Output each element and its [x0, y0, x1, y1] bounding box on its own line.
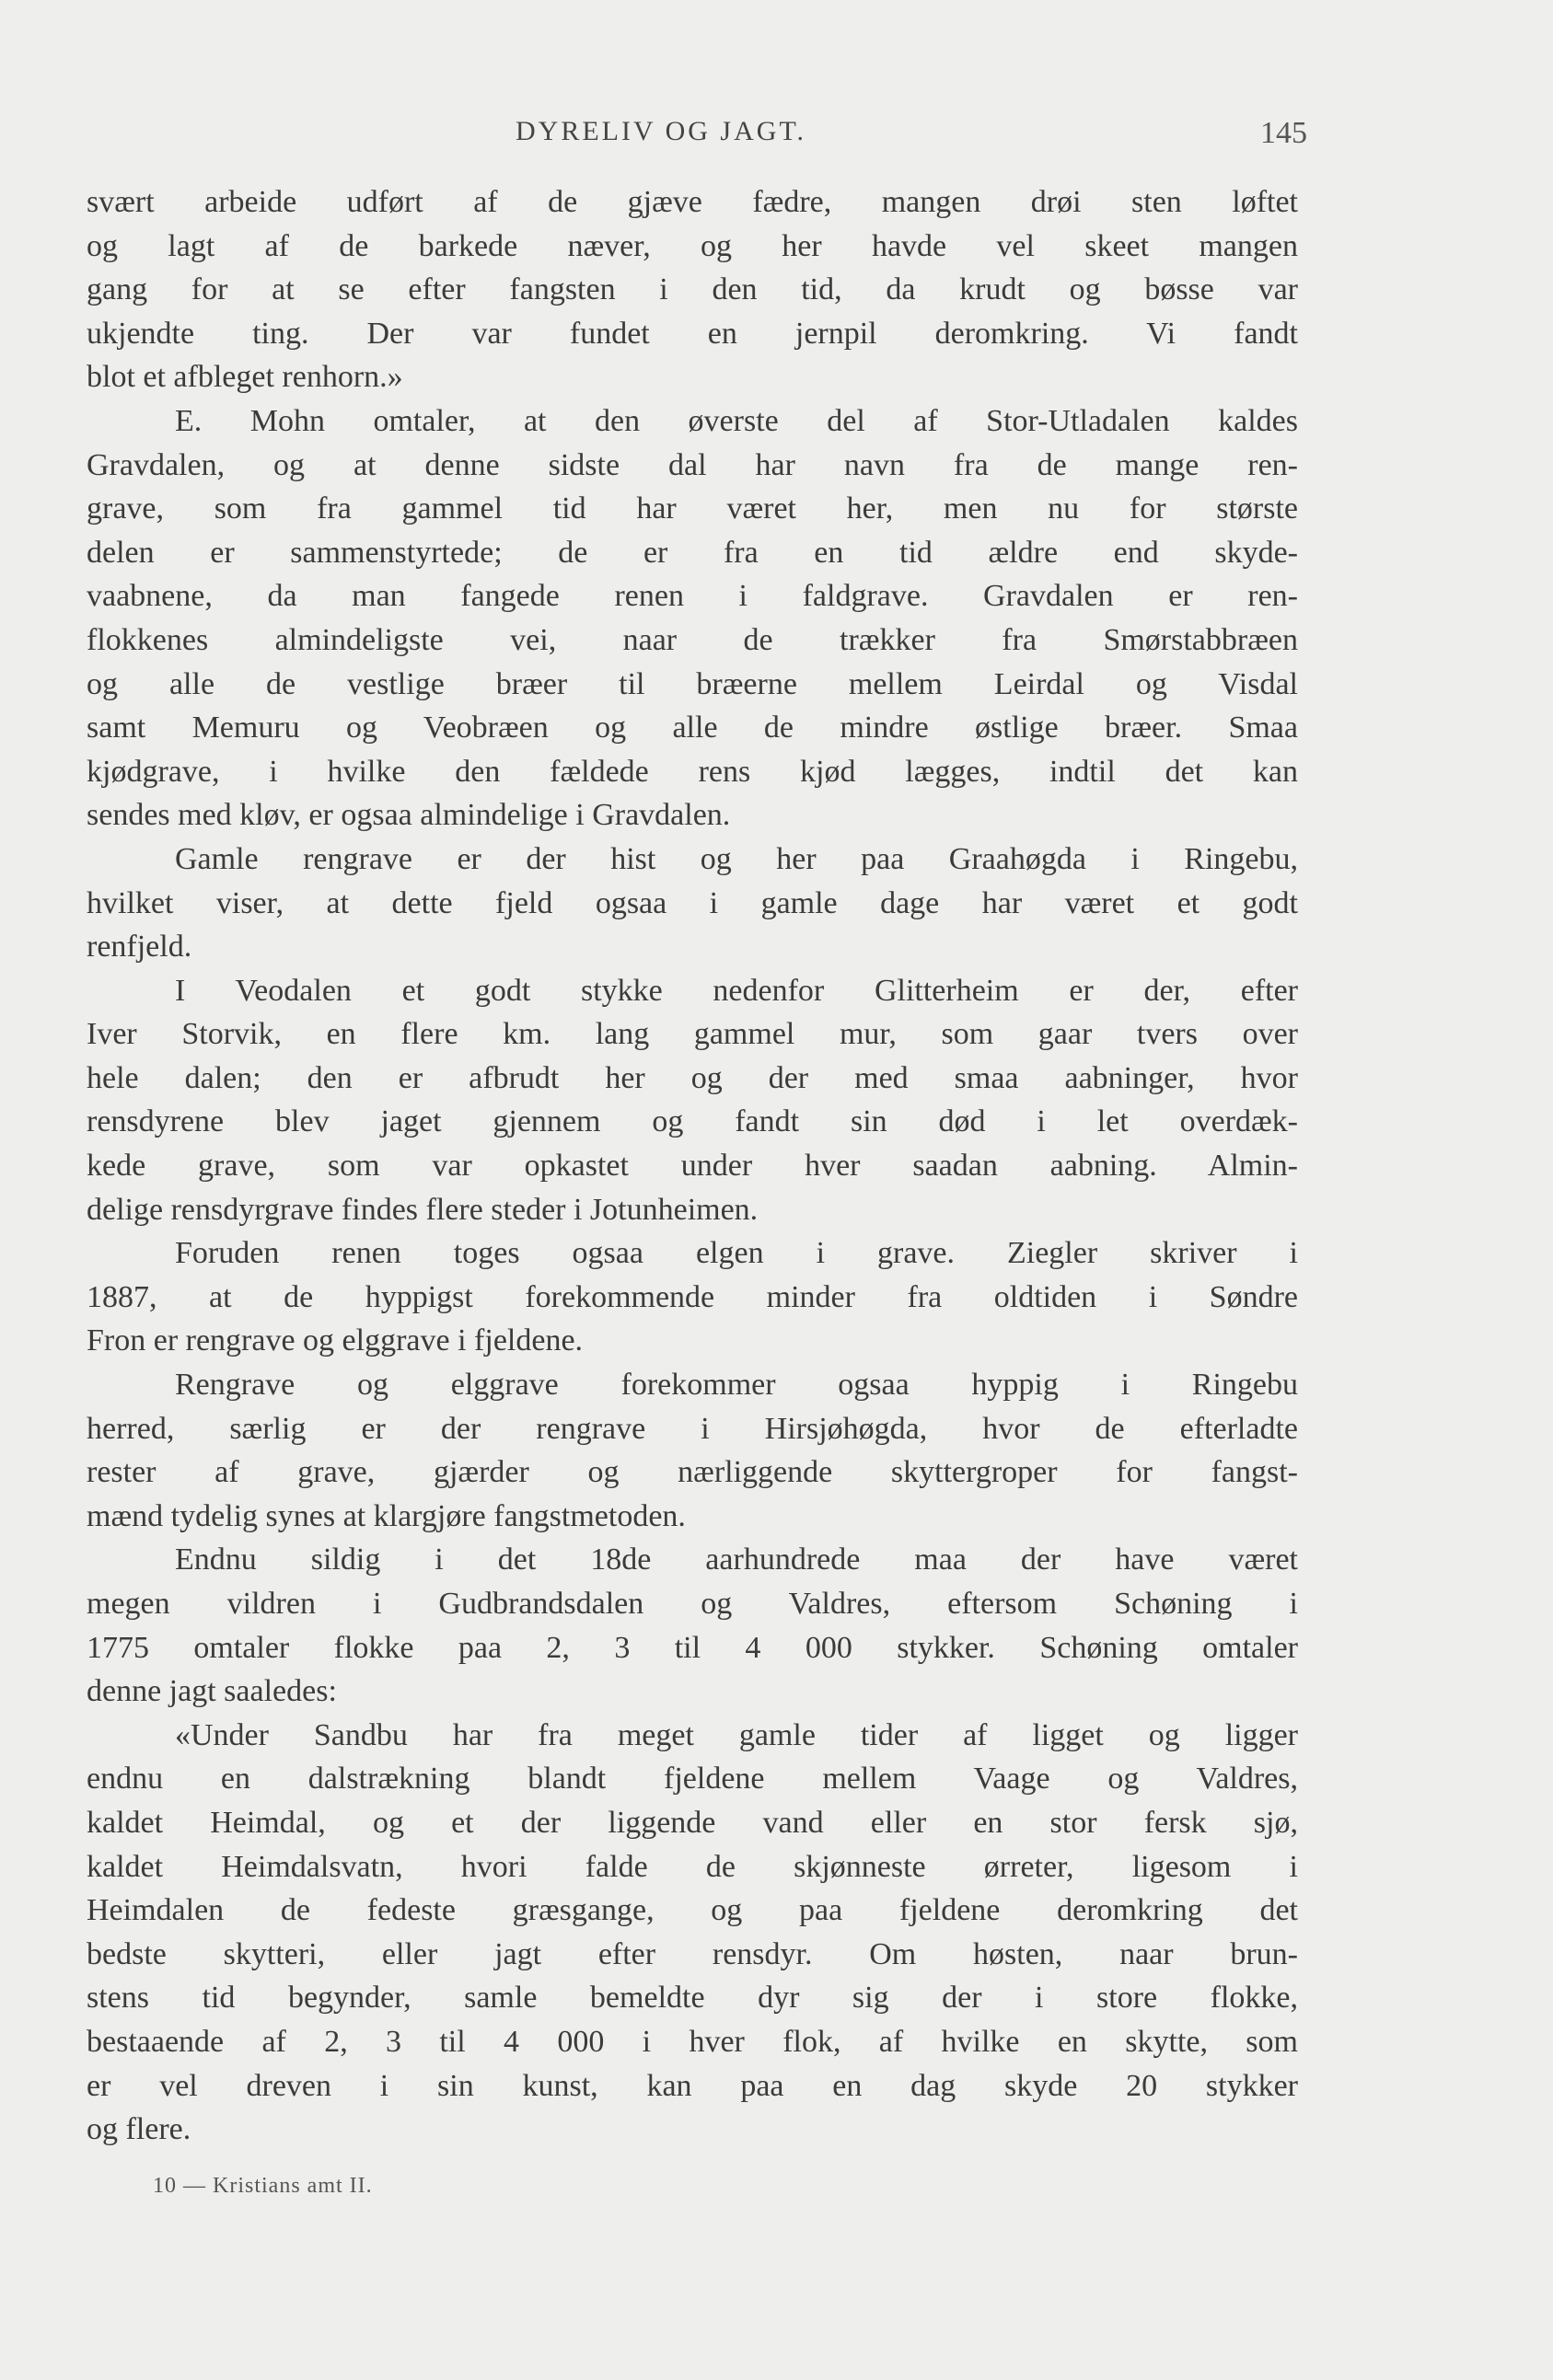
text-line: delen er sammenstyrtede; de er fra en tid ældre end skyde-	[87, 535, 1298, 570]
text-line: I Veodalen et godt stykke nedenfor Glitterheim er der, efter	[175, 973, 1298, 1008]
running-title: DYRELIV OG JAGT.	[516, 116, 807, 146]
text-line: kjødgrave, i hvilke den fældede rens kjød lægges, indtil det kan	[87, 754, 1298, 789]
text-line: samt Memuru og Veobræen og alle de mindre østlige bræer. Smaa	[87, 711, 1298, 745]
text-line: kaldet Heimdal, og et der liggende vand eller en stor fersk sjø,	[87, 1805, 1298, 1840]
text-line: flokkenes almindeligste vei, naar de trækker fra Smørstabbræen	[87, 622, 1298, 657]
text-line: 1887, at de hyppigst forekommende minder fra oldtiden i Søndre	[87, 1279, 1298, 1314]
text-line: rensdyrene blev jaget gjennem og fandt sin død i let overdæk-	[87, 1104, 1298, 1139]
text-line: Foruden renen toges ogsaa elgen i grave. Ziegler skriver i	[175, 1236, 1298, 1271]
text-line: Endnu sildig i det 18de aarhundrede maa der have været	[175, 1542, 1298, 1577]
text-line: mænd tydelig synes at klargjøre fangstmetoden.	[87, 1498, 686, 1533]
body-text	[87, 180, 1298, 2152]
text-line: Gamle rengrave er der hist og her paa Graahøgda i Ringebu,	[175, 841, 1298, 876]
text-line: er vel dreven i sin kunst, kan paa en dag skyde 20 stykker	[87, 2068, 1298, 2103]
text-line: kede grave, som var opkastet under hver saadan aabning. Almin-	[87, 1149, 1298, 1184]
text-line: denne jagt saaledes:	[87, 1674, 337, 1709]
text-line: endnu en dalstrækning blandt fjeldene mellem Vaage og Valdres,	[87, 1762, 1298, 1797]
text-line: Fron er rengrave og elggrave i fjeldene.	[87, 1323, 584, 1358]
text-line: og alle de vestlige bræer til bræerne mellem Leirdal og Visdal	[87, 666, 1298, 701]
text-line: delige rensdyrgrave findes flere steder i Jotunheimen.	[87, 1192, 759, 1227]
text-line: hvilket viser, at dette fjeld ogsaa i gamle dage har været et godt	[87, 885, 1298, 920]
text-line: E. Mohn omtaler, at den øverste del af Stor-Utladalen kaldes	[175, 403, 1298, 438]
page-header	[0, 116, 1553, 153]
text-line: stens tid begynder, samle bemeldte dyr sig der i store flokke,	[87, 1981, 1298, 2016]
text-line: vaabnene, da man fangede renen i faldgrave. Gravdalen er ren-	[87, 579, 1298, 614]
text-line: blot et afbleget renhorn.»	[87, 360, 403, 395]
text-line: Heimdalen de fedeste græsgange, og paa fjeldene deromkring det	[87, 1893, 1298, 1928]
text-line: Gravdalen, og at denne sidste dal har navn fra de mange ren-	[87, 447, 1298, 482]
text-line: og flere.	[87, 2112, 191, 2147]
signature-mark: 10 — Kristians amt II.	[153, 2174, 373, 2198]
text-line: 1775 omtaler flokke paa 2, 3 til 4 000 stykker. Schøning omtaler	[87, 1630, 1298, 1665]
text-line: herred, særlig er der rengrave i Hirsjøhøgda, hvor de efterladte	[87, 1411, 1298, 1446]
text-line: kaldet Heimdalsvatn, hvori falde de skjønneste ørreter, ligesom i	[87, 1849, 1298, 1884]
text-line: renfjeld.	[87, 930, 192, 965]
text-line: Rengrave og elggrave forekommer ogsaa hyppig i Ringebu	[175, 1368, 1298, 1403]
text-line: hele dalen; den er afbrudt her og der med smaa aabninger, hvor	[87, 1060, 1298, 1095]
text-line: «Under Sandbu har fra meget gamle tider af ligget og ligger	[175, 1717, 1298, 1752]
text-line: bestaaende af 2, 3 til 4 000 i hver flok, af hvilke en skytte, som	[87, 2024, 1298, 2059]
page-number: 145	[1260, 116, 1307, 150]
text-line: sendes med kløv, er ogsaa almindelige i Gravdalen.	[87, 798, 731, 833]
text-line: megen vildren i Gudbrandsdalen og Valdres, eftersom Schøning i	[87, 1587, 1298, 1621]
text-line: bedste skytteri, eller jagt efter rensdyr. Om høsten, naar brun-	[87, 1936, 1298, 1971]
text-line: og lagt af de barkede næver, og her havde vel skeet mangen	[87, 228, 1298, 263]
text-line: rester af grave, gjærder og nærliggende skyttergroper for fangst-	[87, 1455, 1298, 1490]
text-line: ukjendte ting. Der var fundet en jernpil deromkring. Vi fandt	[87, 316, 1298, 351]
text-line: Iver Storvik, en flere km. lang gammel mur, som gaar tvers over	[87, 1017, 1298, 1052]
text-line: grave, som fra gammel tid har været her, men nu for største	[87, 491, 1298, 526]
text-line: svært arbeide udført af de gjæve fædre, mangen drøi sten løftet	[87, 185, 1298, 219]
text-line: gang for at se efter fangsten i den tid, da krudt og bøsse var	[87, 272, 1298, 307]
